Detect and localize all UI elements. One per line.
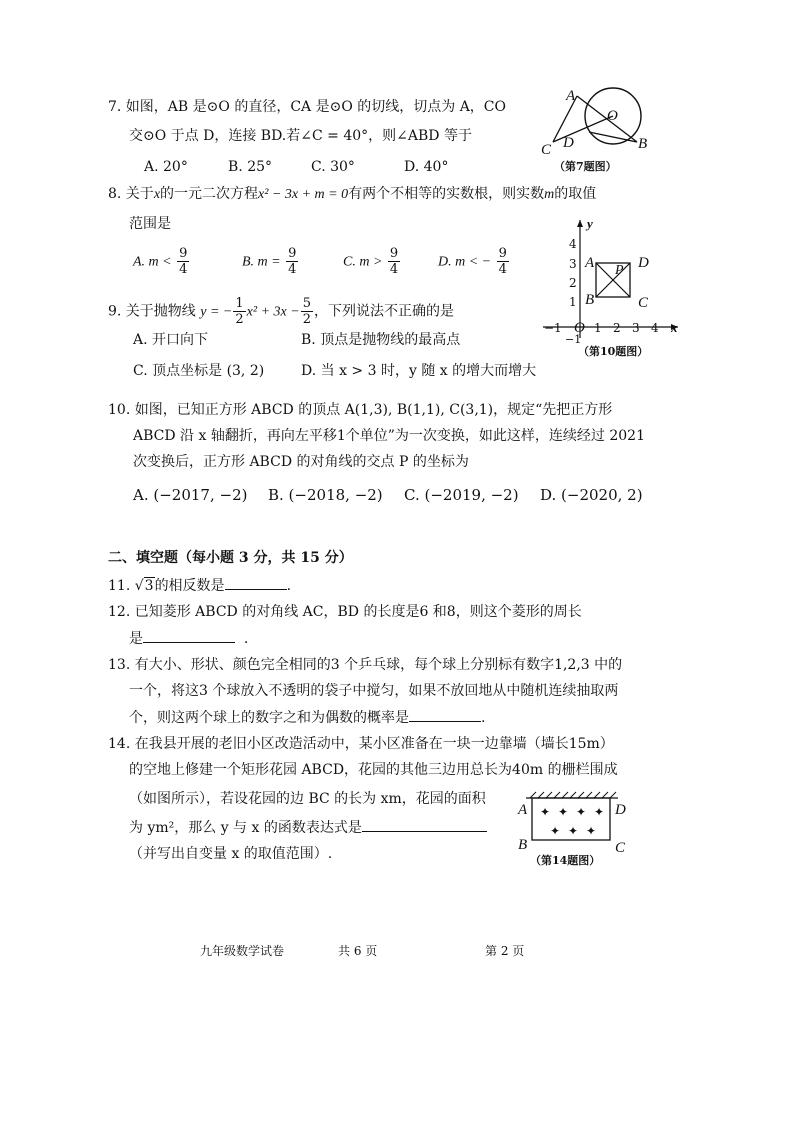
q9-eq-a: y = − <box>200 304 233 320</box>
q8-opt-a-pre: A. m < <box>133 254 172 270</box>
q7-figure <box>535 84 655 164</box>
q14-line3: （如图所示），若设花园的边 BC 的长为 xm，花园的面积 <box>129 791 486 807</box>
q14-line1: 14. 在我县开展的老旧小区改造活动中，某小区准备在一块一边靠墙（墙长15m） <box>108 736 614 752</box>
footer-exam-title: 九年级数学试卷 <box>200 944 285 958</box>
numerator: 9 <box>389 246 399 261</box>
q14-line4 <box>129 817 487 838</box>
q12-line1: 12. 已知菱形 ABCD 的对角线 AC，BD 的长度是6 和8，则这个菱形的周长 <box>108 604 582 620</box>
q7-line1: 7. 如图，AB 是⊙O 的直径，CA 是⊙O 的切线，切点为 A，CO <box>108 99 506 115</box>
q13-pre: 个，则这两个球上的数字之和为偶数的概率是 <box>129 710 409 726</box>
q11-post: 的相反数是 <box>154 578 225 594</box>
q8-opt-c-pre: C. m > <box>343 254 383 270</box>
q8-text-f: 的取值 <box>554 186 597 202</box>
q8-var-x: x <box>153 187 161 202</box>
denominator: 4 <box>389 262 399 277</box>
q7-option-d: D. 40° <box>404 159 449 175</box>
q8-option-b <box>242 246 299 277</box>
q13-end: . <box>481 710 486 726</box>
q12-answer-blank[interactable] <box>143 628 235 643</box>
q8-opt-b-pre: B. m = <box>242 254 281 270</box>
numerator: 9 <box>288 246 297 261</box>
q9-option-c: C. 顶点坐标是 (3, 2) <box>133 363 265 379</box>
q8-opt-a-fraction <box>177 246 189 277</box>
svg-text:✦: ✦ <box>586 824 597 838</box>
numerator: 1 <box>235 296 244 311</box>
q8-opt-d-fraction <box>497 246 509 277</box>
q9-post: ，下列说法不正确的是 <box>313 303 454 320</box>
q13-line1: 13. 有大小、形状、颜色完全相同的3 个乒乓球，每个球上分别标有数字1,2,3 中的 <box>108 657 623 673</box>
q9-option-b: B. 顶点是抛物线的最高点 <box>301 332 461 348</box>
q10-label-p: P <box>615 263 624 278</box>
q8-opt-c-fraction <box>388 246 400 277</box>
q7-option-b: B. 25° <box>228 159 273 175</box>
q12-pre: 是 <box>129 631 143 647</box>
q11-end: . <box>286 578 292 594</box>
svg-text:✦: ✦ <box>594 805 605 819</box>
q10-y-tick-2: 2 <box>569 276 577 290</box>
svg-text:✦: ✦ <box>550 824 561 838</box>
q10-y-axis-label: y <box>587 216 593 231</box>
q9-option-a: A. 开口向下 <box>133 332 209 348</box>
q9-option-d: D. 当 x > 3 时，y 随 x 的增大而增大 <box>301 363 537 379</box>
svg-text:✦: ✦ <box>576 805 587 819</box>
q12-line2 <box>129 628 248 649</box>
q10-label-c: C <box>638 295 649 311</box>
q12-end: . <box>243 631 249 647</box>
q10-y-tick-4: 4 <box>569 237 577 251</box>
footer-total-pages: 共 6 页 <box>338 944 378 958</box>
q8-opt-d-pre: D. m < − <box>438 254 492 270</box>
denominator: 4 <box>179 262 188 277</box>
q14-line2: 的空地上修建一个矩形花园 ABCD，花园的其他三边用总长为40m 的栅栏围成 <box>129 762 618 778</box>
q11-line <box>108 575 291 596</box>
q7-fig-label-c: C <box>541 142 552 158</box>
q10-y-tick-neg1: −1 <box>565 333 582 346</box>
q9-eq-b: x² + 3x − <box>246 304 300 320</box>
q11-answer-blank[interactable] <box>225 575 287 590</box>
q10-label-d: D <box>638 255 649 271</box>
q10-label-a: A <box>585 255 595 271</box>
svg-text:✦: ✦ <box>558 805 569 819</box>
q10-line1: 10. 如图，已知正方形 ABCD 的顶点 A(1,3), B(1,1), C(3,1)，规定“先把正方形 <box>108 402 613 418</box>
q7-fig-label-b: B <box>638 136 648 152</box>
q14-label-c: C <box>615 840 626 856</box>
q10-y-tick-1: 1 <box>569 295 577 309</box>
q10-option-a: A. (−2017, −2) <box>133 486 248 504</box>
q14-label-b: B <box>518 837 528 853</box>
q8-line1 <box>108 184 596 205</box>
q14-label-d: D <box>615 802 626 818</box>
denominator: 4 <box>288 262 297 277</box>
q11-pre: 11. <box>108 578 131 594</box>
q10-fig-caption: （第10题图） <box>578 345 649 358</box>
q10-x-tick-3: 3 <box>632 321 640 335</box>
q7-line2: 交⊙O 于点 D，连接 BD.若∠C = 40°，则∠ABD 等于 <box>129 128 472 144</box>
q8-text-a: 8. 关于 <box>108 186 154 202</box>
q10-line3: 次变换后，正方形 ABCD 的对角线的交点 P 的坐标为 <box>133 454 469 470</box>
q7-fig-caption: （第7题图） <box>554 160 617 173</box>
q14-line5: （并写出自变量 x 的取值范围）. <box>129 846 333 862</box>
q10-option-b: B. (−2018, −2) <box>268 486 383 504</box>
q10-option-c: C. (−2019, −2) <box>404 486 519 504</box>
q10-origin: O <box>574 320 585 336</box>
q13-line2: 一个，将这3 个球放入不透明的袋子中搅匀，如果不放回地从中随机连续抽取两 <box>129 683 619 699</box>
q7-option-a: A. 20° <box>144 159 188 175</box>
q14-fig-caption: （第14题图） <box>530 854 601 867</box>
q8-option-d <box>438 246 510 277</box>
numerator: 9 <box>498 246 507 261</box>
q14-answer-blank[interactable] <box>362 817 487 832</box>
numerator: 5 <box>302 296 311 311</box>
q10-label-b: B <box>585 292 595 308</box>
q10-y-tick-3: 3 <box>569 257 577 271</box>
q8-text-c: 的一元二次方程 <box>160 186 259 202</box>
footer-page-number: 第 2 页 <box>485 944 525 958</box>
svg-text:✦: ✦ <box>568 824 579 838</box>
q9-fraction-1 <box>233 296 245 327</box>
q8-line2: 范围是 <box>129 216 171 232</box>
q10-option-d: D. (−2020, 2) <box>540 486 643 504</box>
denominator: 2 <box>235 312 244 327</box>
numerator: 9 <box>179 246 188 261</box>
q8-option-c <box>343 246 401 277</box>
q8-option-a <box>133 246 190 277</box>
q10-x-axis-label: x <box>671 320 678 335</box>
denominator: 4 <box>498 262 507 277</box>
q8-text-d: 有两个不相等的实数根，则实数 <box>348 186 545 202</box>
q7-fig-label-a: A <box>566 88 576 104</box>
q8-opt-b-fraction <box>286 246 298 277</box>
q11-radicand: 3 <box>144 578 154 594</box>
q8-equation: x² − 3x + m = 0 <box>258 187 349 202</box>
q10-x-tick-4: 4 <box>651 321 659 335</box>
denominator: 2 <box>302 312 311 327</box>
q13-answer-blank[interactable] <box>409 707 481 722</box>
q7-option-c: C. 30° <box>311 159 355 175</box>
q9-pre: 9. 关于抛物线 <box>108 303 196 320</box>
q13-line3 <box>129 707 485 728</box>
svg-text:✦: ✦ <box>540 805 551 819</box>
q14-label-a: A <box>518 802 528 818</box>
section-2-title: 二、填空题（每小题 3 分，共 15 分） <box>108 550 353 566</box>
q9-line1 <box>108 296 454 327</box>
q10-x-tick-1: 1 <box>594 321 602 335</box>
q14-pre: 为 ym²，那么 y 与 x 的函数表达式是 <box>129 820 362 836</box>
q7-fig-label-d: D <box>563 135 574 151</box>
q10-x-tick-neg1: −1 <box>544 321 562 335</box>
q9-fraction-2 <box>301 296 313 327</box>
q10-x-tick-2: 2 <box>613 321 621 335</box>
q11-sqrt: √3 <box>134 578 154 594</box>
q7-fig-label-o: O <box>607 108 618 124</box>
q8-var-m: m <box>544 187 555 202</box>
q10-line2: ABCD 沿 x 轴翻折，再向左平移1个单位”为一次变换，如此这样，连续经过 2021 <box>133 428 645 444</box>
